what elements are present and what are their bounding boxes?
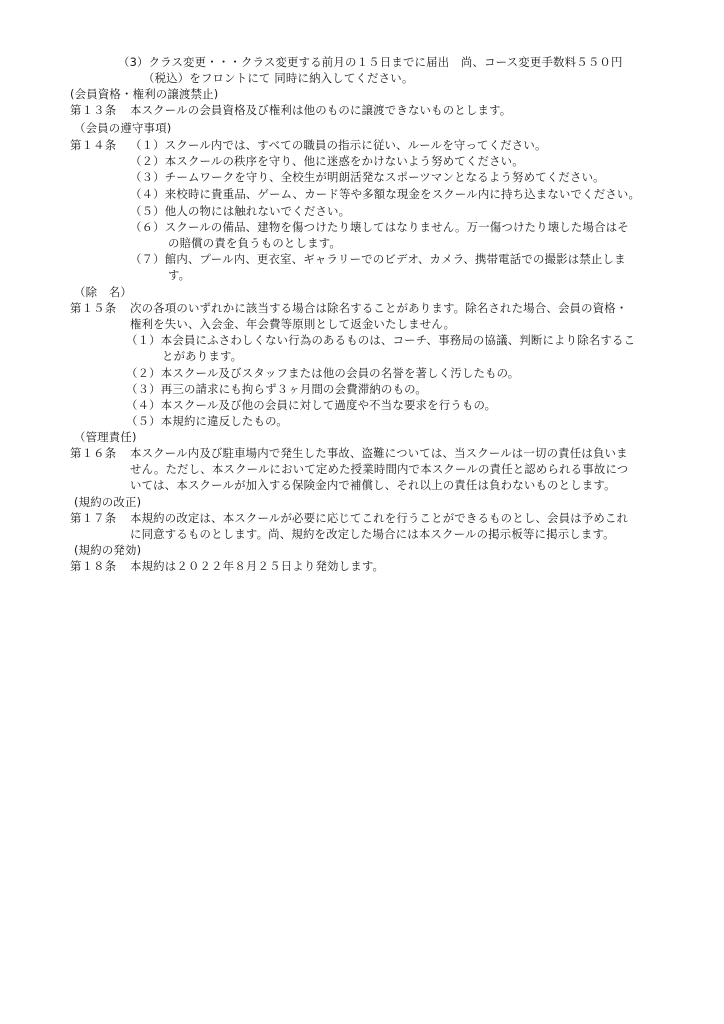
clause17-article-number: 第１７条 — [70, 511, 117, 525]
clause15-intro-line1: 次の各項のいずれかに該当する場合は除名することがあります。除名された場合、会員の資格・ — [130, 301, 628, 315]
clause15-item-1: （１）本会員にふさわしくない行為のあるものは、コーチ、事務局の協議、判断により除名するこ — [126, 333, 636, 347]
clause14-item-4: （４）来校時に貴重品、ゲーム、カード等や多額な現金をスクール内に持ち込まないでください。 — [130, 187, 641, 201]
clause16-article-number: 第１６条 — [70, 446, 117, 460]
clause12-item3-line2: （税込）をフロントにて 同時に納入してください。 — [143, 71, 414, 85]
clause18-heading: (規約の発効) — [74, 543, 142, 557]
clause17-line-2: に同意するものとします。尚、規約を改定した場合には本スクールの掲示板等に掲示します。 — [130, 527, 615, 541]
clause14-item-6-cont: の賠償の責を負うものとします。 — [168, 236, 341, 250]
clause14-item-7: （７）館内、プール内、更衣室、ギャラリーでのビデオ、カメラ、携帯電話での撮影は禁止しま — [130, 252, 626, 266]
clause14-item-5: （５）他人の物には触れないでください。 — [130, 204, 351, 218]
clause15-item-3: （３）再三の請求にも拘らず３ヶ月間の会費滞納のもの。 — [126, 382, 427, 396]
clause16-line-3: いては、本スクールが加入する保険金内で補償し、それ以上の責任は負わないものとします。 — [130, 478, 616, 492]
clause14-item-3: （３）チームワークを守り、全校生が明朗活発なスポーツマンとなるよう努めてください。 — [130, 170, 605, 184]
clause14-item-6: （６）スクールの備品、建物を傷つけたり壊してはなりません。万一傷つけたり壊した場合はそ — [130, 220, 629, 234]
clause16-heading: （管理責任) — [74, 430, 137, 444]
clause14-item-2: （２）本スクールの秩序を守り、他に迷惑をかけないよう努めてください。 — [130, 154, 524, 168]
clause14-heading: （会員の遵守事項) — [74, 121, 172, 135]
clause15-intro-line2: 権利を失い、入会金、年会費等原則として返金いたしません。 — [130, 317, 456, 331]
clause12-item3-line1: （3）クラス変更・・・クラス変更する前月の１５日までに届出 尚、コース変更手数料５５０円 — [118, 55, 623, 69]
clause14-article-number: 第１４条 — [70, 138, 117, 152]
clause15-item-2: （２）本スクール及びスタッフまたは他の会員の名誉を著しく汚したもの。 — [126, 366, 520, 380]
clause14-item-7-cont: す。 — [168, 268, 191, 282]
clause17-line-1: 本規約の改定は、本スクールが必要に応じてこれを行うことができるものとし、会員は予めこれ — [130, 511, 629, 525]
clause17-heading: (規約の改正) — [74, 495, 142, 509]
clause14-item-1: （１）スクール内では、すべての職員の指示に従い、ルールを守ってください。 — [130, 138, 547, 152]
clause13-text: 本スクールの会員資格及び権利は他のものに譲渡できないものとします。 — [130, 103, 512, 117]
clause13-article-number: 第１３条 — [70, 103, 117, 117]
clause16-line-2: せん。ただし、本スクールにおいて定めた授業時間内で本スクールの責任と認められる事故につ — [130, 462, 629, 476]
clause15-heading: （除 名） — [74, 285, 132, 299]
clause15-item-5: （５）本規約に違反したもの。 — [126, 414, 288, 428]
clause18-text: 本規約は２０２２年８月２５日より発効します。 — [130, 559, 385, 573]
clause15-item-1-cont: とがあります。 — [162, 349, 243, 363]
clause18-article-number: 第１８条 — [70, 559, 117, 573]
clause16-line-1: 本スクール内及び駐車場内で発生した事故、盗難については、当スクールは一切の責任は負いま — [130, 446, 628, 460]
clause15-item-4: （４）本スクール及び他の会員に対して過度や不当な要求を行うもの。 — [126, 398, 497, 412]
clause15-article-number: 第１５条 — [70, 301, 117, 315]
clause13-heading: (会員資格・権利の譲渡禁止) — [70, 87, 219, 101]
